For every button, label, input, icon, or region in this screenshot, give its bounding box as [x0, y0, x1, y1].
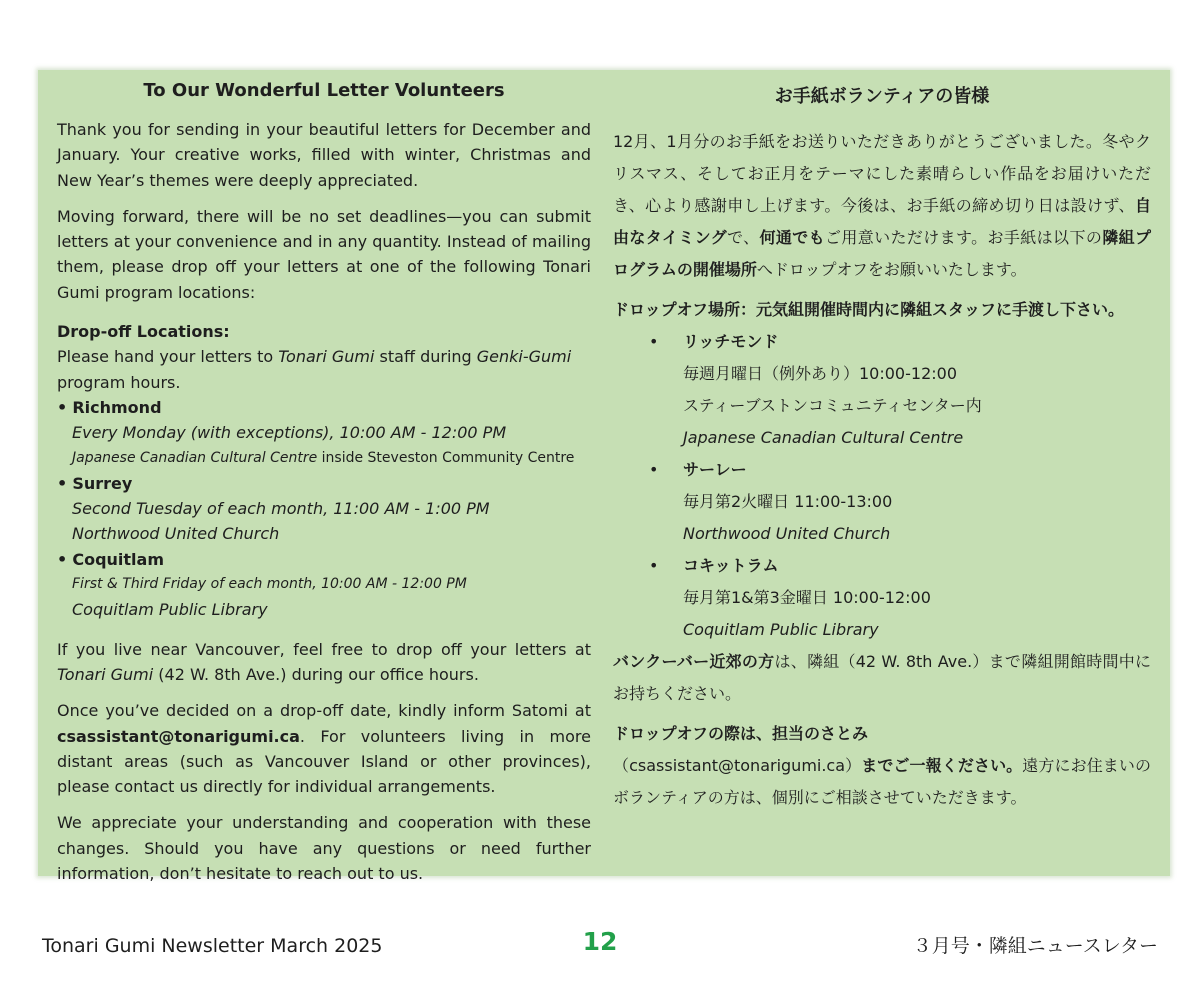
location-name: Coquitlam — [72, 549, 164, 569]
japanese-para-thanks: 12月、1月分のお手紙をお送りいただきありがとうございました。冬やクリスマス、そしてお正月をテーマにした素晴らしい作品をお届けいただき、心より感謝申し上げます。今後は、お手紙の締め切り日は設けず、自由なタイミングで、何通でもご用意いただけます。お手紙は以下の隣組プログラムの開催場所へドロップオフをお願いいたします。 — [613, 132, 1151, 279]
location-name: Surrey — [72, 473, 133, 493]
japanese-dropoff-heading: ドロップオフ場所：元気組開催時間内に隣組スタッフに手渡し下さい。 — [613, 300, 1125, 319]
location-venue: Coquitlam Public Library — [683, 620, 879, 639]
jp-location-surrey — [613, 454, 1151, 550]
location-schedule: Second Tuesday of each month, 11:00 AM - 1:00 PM — [72, 499, 490, 519]
japanese-title: お手紙ボランティアの皆様 — [774, 86, 990, 107]
japanese-para-vancouver: バンクーバー近郊の方は、隣組（42 W. 8th Ave.）まで隣組開館時間中にお持ちください。 — [613, 652, 1151, 703]
japanese-column — [613, 84, 1151, 814]
jp-location-coquitlam — [613, 550, 1151, 646]
location-name: • リッチモンド — [683, 326, 1151, 358]
location-name: • コキットラム — [683, 550, 1151, 582]
bullet: • — [57, 549, 68, 569]
location-venue: Northwood United Church — [683, 524, 891, 543]
location-venue-jp: スティーブストンコミュニティセンター内 — [683, 396, 982, 415]
footer-title-japanese: ３月号・隣組ニュースレター — [912, 935, 1158, 957]
japanese-inform-heading: ドロップオフの際は、担当のさとみ — [613, 724, 869, 743]
location-schedule: 毎月第2火曜日 11:00-13:00 — [683, 492, 893, 511]
bullet: • — [57, 397, 68, 417]
location-venue: Northwood United Church — [72, 524, 280, 544]
english-para-thanks: Thank you for sending in your beautiful letters for December and January. Your creative works, filled with winter, Christmas and New Year’s themes were deeply appreciated. — [57, 120, 591, 190]
location-schedule: Every Monday (with exceptions), 10:00 AM - 12:00 PM — [72, 423, 507, 443]
footer-title: Tonari Gumi Newsletter March 2025 — [42, 935, 383, 957]
contact-email: csassistant@tonarigumi.ca — [57, 726, 300, 746]
english-para-deadlines: Moving forward, there will be no set deadlines—you can submit letters at your convenience and in any quantity. Instead of mailing them, please drop off your letters at one of the following Tonari Gumi program locations: — [57, 206, 591, 302]
dropoff-intro: Please hand your letters to Tonari Gumi staff during Genki-Gumi program hours. — [57, 347, 572, 392]
location-name: Richmond — [72, 397, 162, 417]
location-richmond — [57, 395, 591, 471]
location-surrey — [57, 471, 591, 547]
location-schedule: 毎週月曜日（例外あり）10:00-12:00 — [683, 364, 957, 383]
location-venue: Japanese Canadian Cultural Centre — [683, 428, 964, 447]
bullet: • — [57, 473, 68, 493]
jp-location-richmond — [613, 326, 1151, 454]
english-title: To Our Wonderful Letter Volunteers — [143, 80, 505, 101]
english-column — [57, 78, 591, 886]
location-venue: Coquitlam Public Library — [72, 600, 268, 620]
english-para-vancouver: If you live near Vancouver, feel free to drop off your letters at Tonari Gumi (42 W. 8th Ave.) during our office hours. — [57, 639, 591, 684]
location-name: • サーレー — [683, 454, 1151, 486]
page-number: 12 — [582, 927, 618, 956]
japanese-para-inform: （csassistant@tonarigumi.ca）までご一報ください。遠方にお住まいのボランティアの方は、個別にご相談させていただきます。 — [613, 756, 1151, 807]
location-schedule: First & Third Friday of each month, 10:00 AM - 12:00 PM — [72, 576, 467, 593]
location-schedule: 毎月第1&第3金曜日 10:00-12:00 — [683, 588, 931, 607]
location-venue: Japanese Canadian Cultural Centre inside Steveston Community Centre — [72, 449, 575, 466]
english-para-closing: We appreciate your understanding and cooperation with these changes. Should you have any questions or need further information, don’t hesitate to reach out to us. — [57, 813, 591, 884]
dropoff-heading: Drop-off Locations: — [57, 322, 230, 342]
dropoff-section — [57, 319, 591, 623]
english-para-inform: Once you’ve decided on a drop-off date, kindly inform Satomi at csassistant@tonarigumi.ca. For volunteers living in more distant areas (such as Vancouver Island or other provinces), please contact us directly for individual arrangements. — [57, 701, 591, 797]
location-coquitlam — [57, 547, 591, 623]
